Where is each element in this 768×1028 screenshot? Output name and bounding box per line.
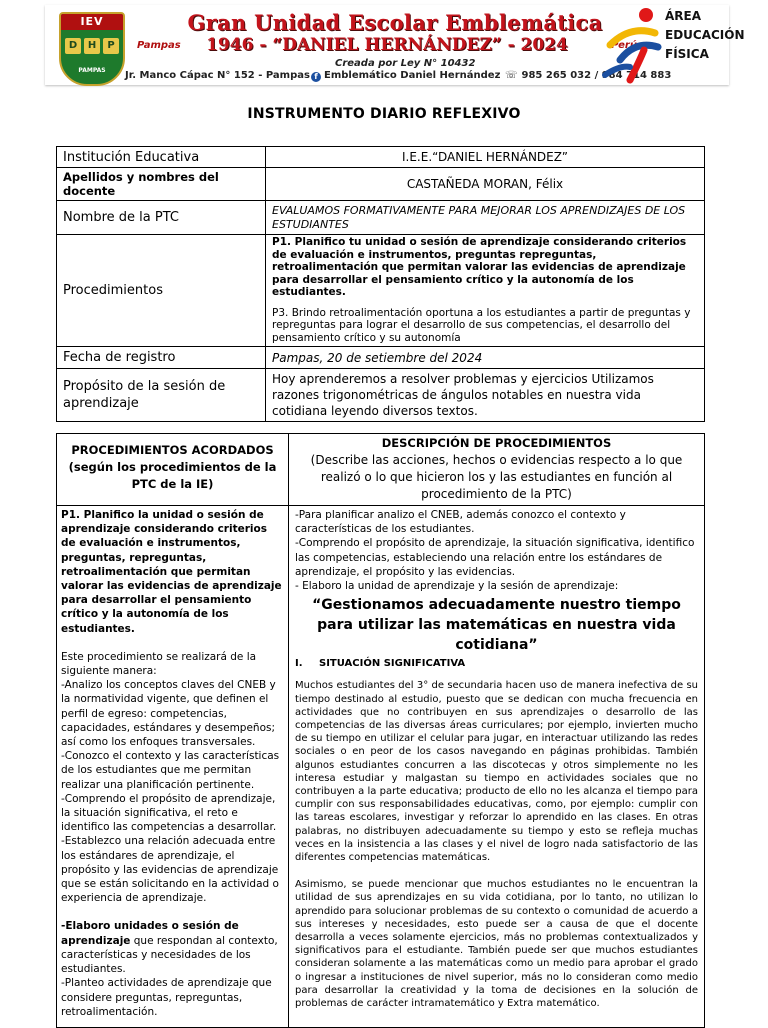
area-line: ÁREA <box>665 9 702 23</box>
section-number: I. <box>295 658 303 670</box>
procedure-intro: Este procedimiento se realizará de la siguiente manera: <box>61 650 257 678</box>
city-right: Perú <box>611 40 637 51</box>
row-value: Pampas, 20 de setiembre del 2024 <box>266 347 705 369</box>
facebook-label: Emblemático Daniel Hernández <box>324 70 501 81</box>
address: Jr. Manco Cápac N° 152 - Pampas <box>125 70 310 81</box>
area-line: FÍSICA <box>665 47 709 61</box>
procedures-table <box>56 433 705 1028</box>
anniversary-row <box>137 35 637 59</box>
row-value: CASTAÑEDA MORAN, Félix <box>266 168 705 201</box>
contact-row <box>125 70 672 84</box>
procedure-p1: P1. Planifico tu unidad o sesión de aprendizaje considerando criterios de evaluación e instrumentos, preguntas repreguntas, retroalimentación que permitan valorar las evidencias de aprendizaje para desarrollar el pensamiento crítico y la autonomía de los estudiantes. <box>272 236 687 298</box>
facebook-icon: f <box>311 72 321 82</box>
description-column <box>289 506 705 1028</box>
row-label: Propósito de la sesión de aprendizaje <box>57 369 266 422</box>
school-title: Gran Unidad Escolar Emblemática <box>187 10 603 35</box>
crest-letter: D <box>65 38 81 54</box>
table-row <box>57 347 705 369</box>
list-item: -Comprendo el propósito de aprendizaje, la situación significativa, el reto e identifico las competencias a desarrollar. <box>61 792 277 834</box>
section-heading <box>295 657 698 671</box>
header-description-sub: (Describe las acciones, hechos o evidencias respecto a lo que realizó o lo que hicieron los y las estudiantes en función al procedimiento de la PTC) <box>310 453 683 501</box>
city-left: Pampas <box>137 40 181 51</box>
procedures-cell <box>266 235 705 347</box>
list-item: -Comprendo el propósito de aprendizaje, la situación significativa, identifico las competencias, estableciendo una relación entre los estándares de aprendizaje, el propósito y las evidencias. <box>295 537 695 578</box>
procedure-p1: P1. Planifico la unidad o sesión de aprendizaje considerando criterios de evaluación e instrumentos, preguntas, repreguntas, retroalimentación que permitan valorar las evidencias de aprendizaje para desarrollar el pensamiento crítico y la autonomía de los estudiantes. <box>61 509 282 635</box>
creation-law: Creada por Ley N° 10432 <box>335 58 476 69</box>
header-description <box>289 434 705 506</box>
info-table <box>56 146 705 422</box>
elaboro-bold: -Elaboro unidades o sesión de aprendizaje <box>61 920 239 947</box>
document-title: INSTRUMENTO DIARIO REFLEXIVO <box>247 106 521 122</box>
row-value: Hoy aprenderemos a resolver problemas y ejercicios Utilizamos razones trigonométricas de ángulos notables en nuestra vida cotidiana leyendo diversos textos. <box>266 369 705 422</box>
list-item: -Conozco el contexto y las características de los estudiantes que me permitan realizar una planificación pertinente. <box>61 750 280 791</box>
table-row <box>57 168 705 201</box>
facebook-contact <box>311 70 500 82</box>
header-procedures: PROCEDIMIENTOS ACORDADOS (según los procedimientos de la PTC de la IE) <box>57 434 289 506</box>
section-title: SITUACIÓN SIGNIFICATIVA <box>319 658 466 670</box>
session-title: “Gestionamos adecuadamente nuestro tiempo para utilizar las matemáticas en nuestra vida cotidiana” <box>312 597 681 654</box>
area-label <box>665 7 745 64</box>
list-item: - Elaboro la unidad de aprendizaje y la sesión de aprendizaje: <box>295 580 619 593</box>
crest-motto: PAMPAS <box>78 67 106 74</box>
table-row <box>57 147 705 168</box>
list-item: -Planteo actividades de aprendizaje que considere preguntas, repreguntas, retroalimentación. <box>61 977 272 1018</box>
phone-icon: ☏ <box>505 70 518 81</box>
table-row <box>57 369 705 422</box>
row-value: EVALUAMOS FORMATIVAMENTE PARA MEJORAR LOS APRENDIZAJES DE LOS ESTUDIANTES <box>266 201 705 235</box>
row-label: Apellidos y nombres del docente <box>57 168 266 201</box>
crest-letter: H <box>84 38 100 54</box>
table-row <box>57 201 705 235</box>
header-banner <box>45 5 745 85</box>
elaboro-rest: que respondan al contexto, características y necesidades de los estudiantes. <box>61 934 278 976</box>
list-item <box>61 919 284 976</box>
crest-letter: P <box>103 38 119 54</box>
phone-numbers: 985 265 032 / 984 714 883 <box>521 70 672 81</box>
content-row <box>57 506 705 1028</box>
anniversary-years: 1946 - “DANIEL HERNÁNDEZ” - 2024 <box>206 35 568 55</box>
procedures-column <box>57 506 289 1028</box>
list-item: -Para planificar analizo el CNEB, además conozco el contexto y características de los estudiantes. <box>295 509 626 536</box>
row-label: Procedimientos <box>57 235 266 347</box>
crest-label: IEV <box>61 14 123 30</box>
school-crest-logo <box>59 12 125 86</box>
paragraph: Asimismo, se puede mencionar que muchos estudiantes no le encuentran la utilidad de sus aprendizajes en su vida cotidiana, por lo tanto, no utilizan lo aprendido para solucionar problemas de su contexto o comunidad de acuerdo a sus intereses y necesidades, esto puede ser a causa de que el docente desarrolla a veces solamente ejercicios, más no problemas contextualizados y significativos para el estudiante. También puede ser que muchos estudiantes consideran solamente a las matemáticas como un medio para aprobar el grado o ingresar a instituciones de nivel superior, más no lo consideran como medio para desarrollar la creatividad y la toma de decisiones en la solución de problemas de carácter intramatemático y Extra matemático. <box>295 879 698 1010</box>
area-line: EDUCACIÓN <box>665 28 745 42</box>
list-item: -Analizo los conceptos claves del CNEB y la normatividad vigente, que definen el perfil de egreso: competencias, capacidades, estándares y desempeños; así como los enfoques transversales. <box>61 679 276 749</box>
header-row <box>57 434 705 506</box>
paragraph: Muchos estudiantes del 3° de secundaria hacen uso de manera inefectiva de su tiempo destinado al estudio, puesto que se dedican con mucha frecuencia en actividades que no contribuyen en sus aprendizajes o desarrollo de las competencias de las diversas áreas curriculares; por ejemplo, invierten mucho de su tiempo en utilizar el celular para jugar, en interactuar utilizando las redes sociales o en peor de los casos navegando en páginas prohibidas. También algunos estudiantes concurren a las discotecas y otros simplemente no les interesa estudiar y malgastan su tiempo en actividades sociales que no contribuyen a la parte educativa; producto de ello no les alcanza el tiempo para cumplir con sus responsabilidades educativas, como, por ejemplo: cumplir con las tareas escolares, investigar y reforzar lo aprendido en las clases. En otras palabras, no distribuyen adecuadamente su tiempo y esto se refleja muchas veces en la insistencia a las clases y el nivel de logro nada satisfactorio de las diferentes competencias matemáticas. <box>295 680 698 864</box>
crest-letters <box>61 38 123 54</box>
row-label: Nombre de la PTC <box>57 201 266 235</box>
header-description-title: DESCRIPCIÓN DE PROCEDIMIENTOS <box>381 436 612 450</box>
runner-icon <box>600 5 670 85</box>
row-value: I.E.E.“DANIEL HERNÁNDEZ” <box>266 147 705 168</box>
row-label: Fecha de registro <box>57 347 266 369</box>
row-label: Institución Educativa <box>57 147 266 168</box>
list-item: -Establezco una relación adecuada entre los estándares de aprendizaje, el propósito y las evidencias de aprendizaje que se están solicitando en la actividad o experiencia de aprendizaje. <box>61 835 279 905</box>
table-row <box>57 235 705 347</box>
procedure-p3: P3. Brindo retroalimentación oportuna a los estudiantes a partir de preguntas y repreguntas para lograr el desarrollo de sus competencias, el desarrollo del pensamiento crítico y su autonomía <box>272 306 691 344</box>
